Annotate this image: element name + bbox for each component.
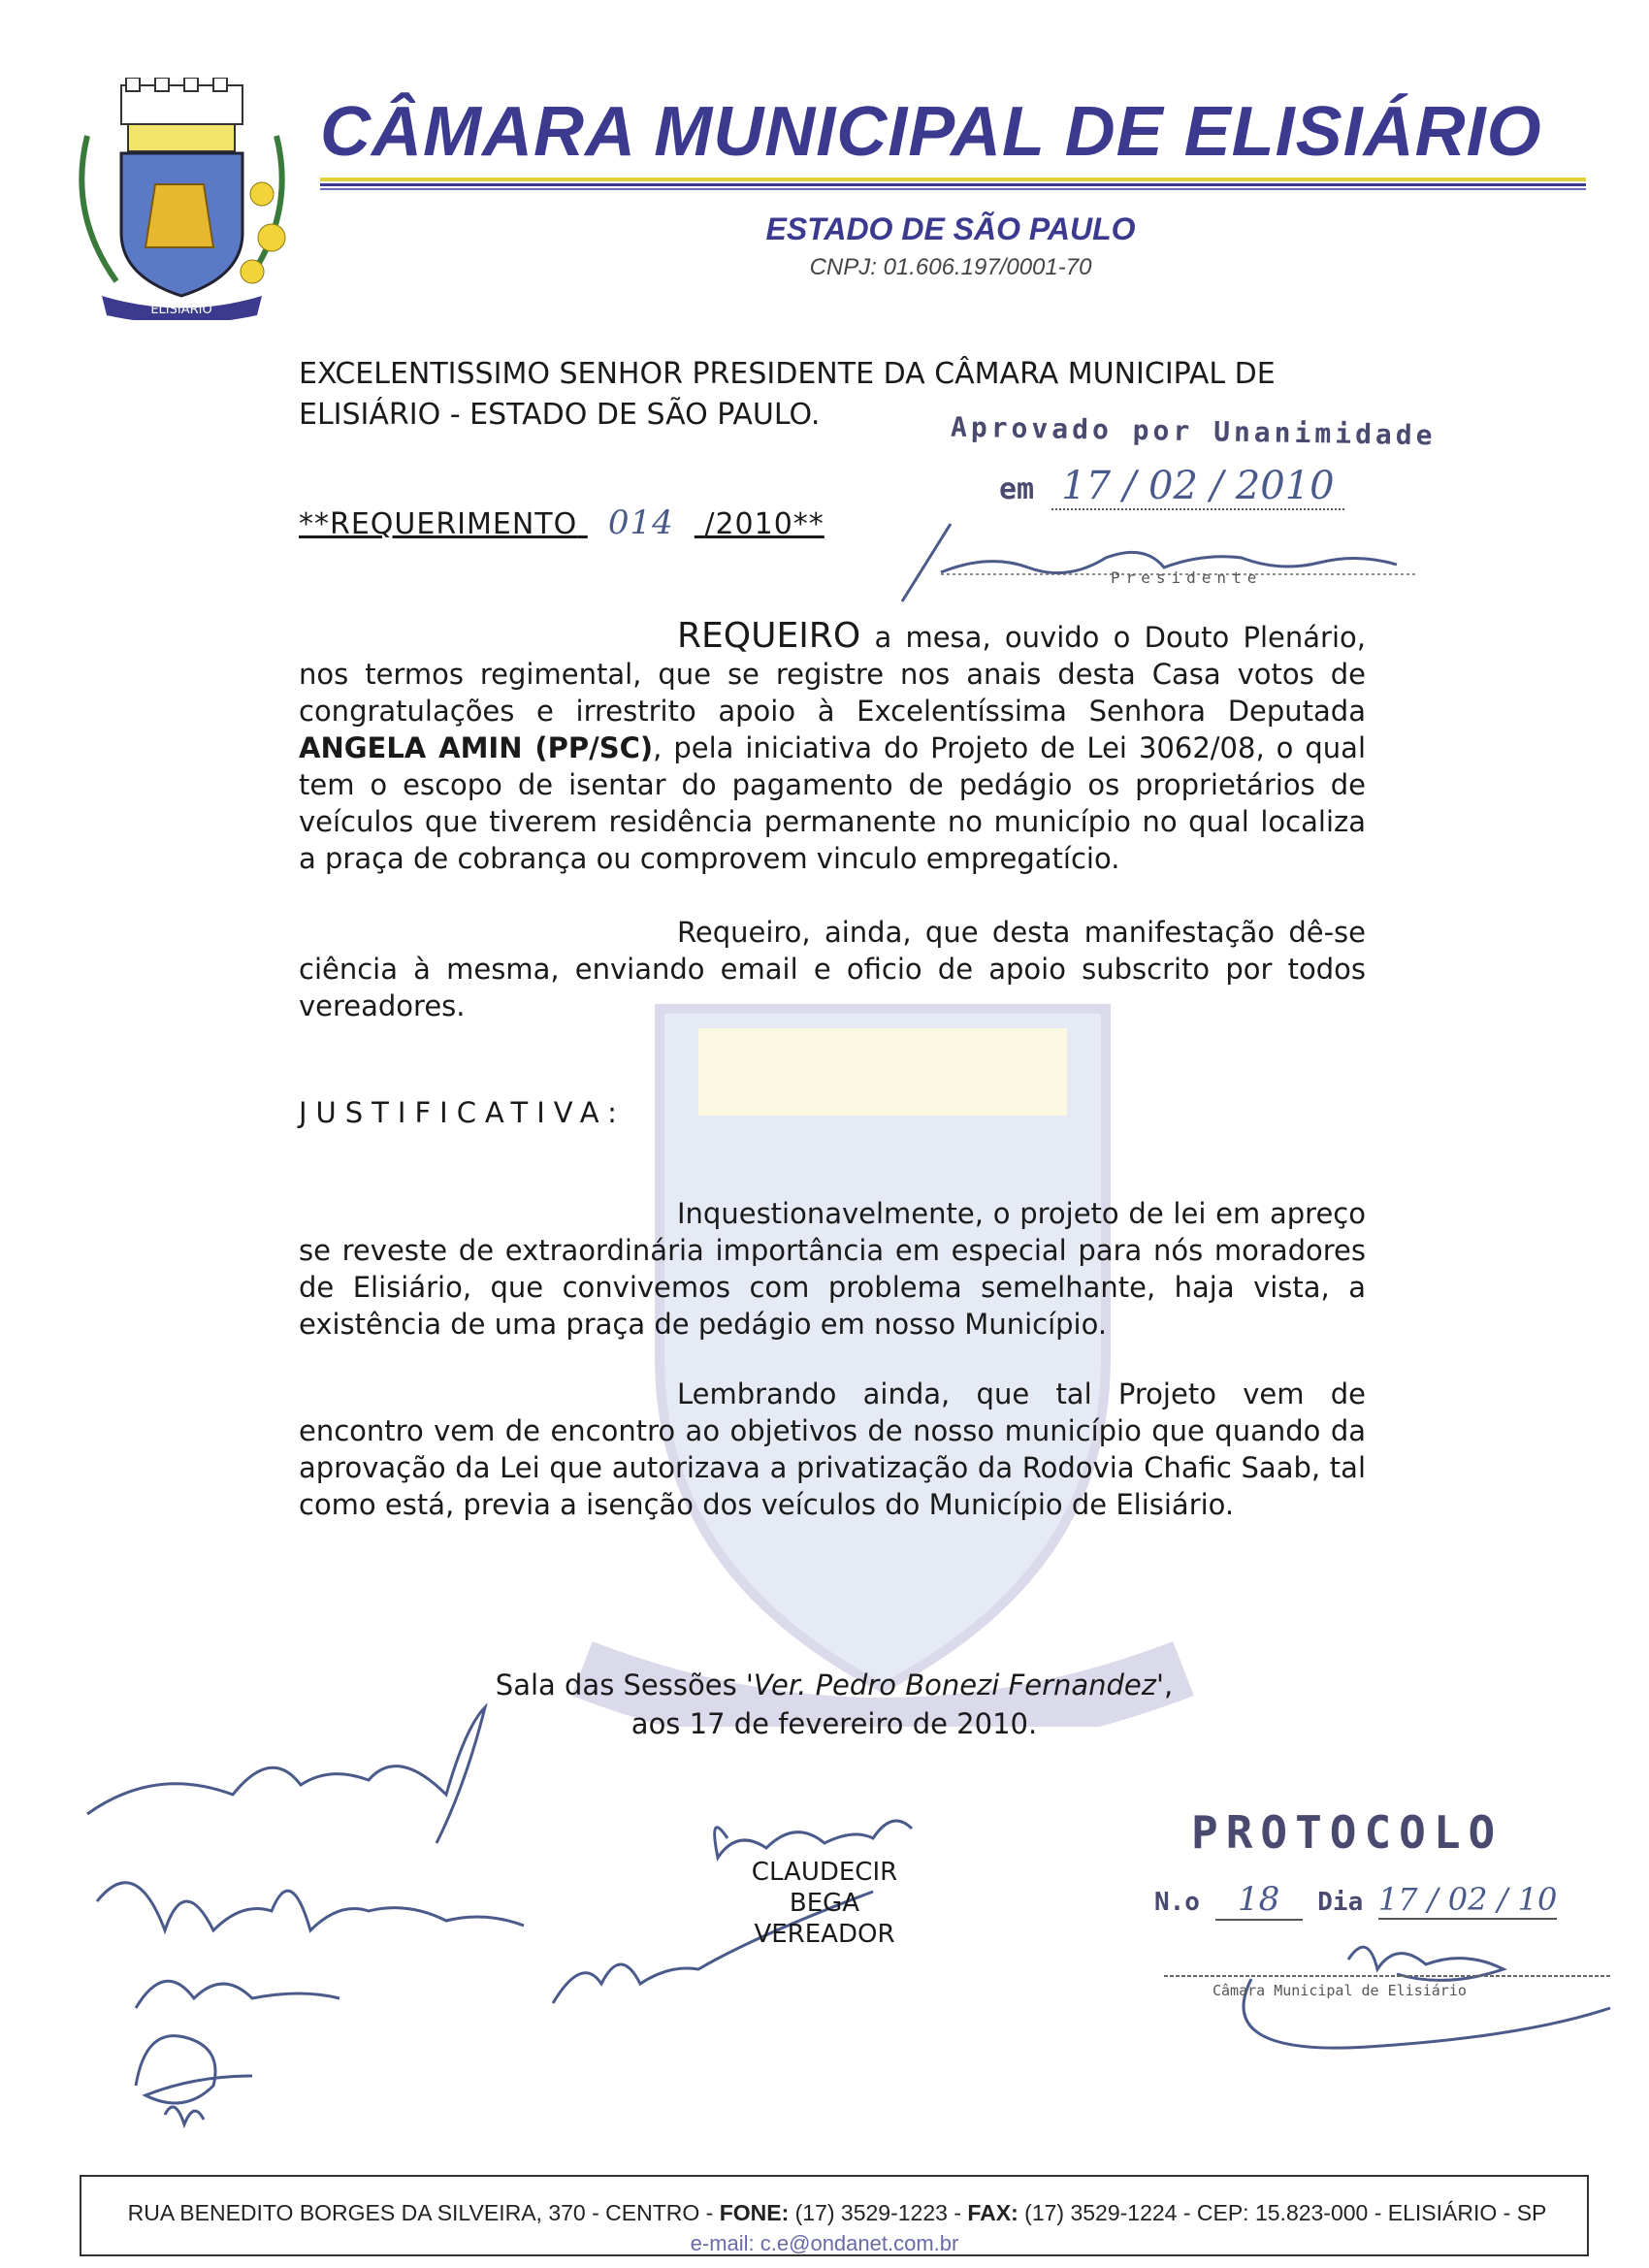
protocol-stamp-title: PROTOCOLO (1191, 1806, 1504, 1859)
approval-handwritten-date: 17 / 02 / 2010 (1051, 464, 1343, 510)
header-rule-yellow (320, 178, 1586, 181)
footer-fone-label: FONE: (719, 2200, 790, 2225)
protocol-stamp-number (1154, 1880, 1557, 1921)
paragraph-justification-2 (299, 1376, 1366, 1523)
signatory-name: CLAUDECIR BEGA (751, 1858, 898, 1918)
requerimento-prefix: **REQUERIMENTO (299, 507, 578, 541)
protocol-no-label: N.o (1154, 1888, 1200, 1917)
councillor-signatures (78, 1707, 621, 2134)
closing-line1-end: ', (1156, 1669, 1174, 1701)
page-title: CÂMARA MUNICIPAL DE ELISIÁRIO (320, 93, 1542, 171)
paragraph-request-end: , pela iniciativa do Projeto de Lei 3062/08, o qual tem o escopo de isentar do pagamento de pedágio os proprietários de veículos que tiverem residência permanente no município no qual localiza a praça de cobrança ou comprovem vinculo empregatício. (299, 731, 1367, 875)
footer-fax-label: FAX: (967, 2200, 1018, 2225)
protocol-number: 18 (1215, 1880, 1303, 1921)
approval-em-label: em (999, 472, 1035, 506)
approval-stamp-date (999, 464, 1344, 508)
closing-session-room: Ver. Pedro Bonezi Fernandez (753, 1669, 1156, 1701)
paragraph-justification-2-text: Lembrando ainda, que tal Projeto vem de encontro vem de encontro ao objetivos de nosso município que quando da aprovação da Lei que autorizava a privatização da Rodovia Chafic Saab, tal como está, previa a isenção dos veículos do Município de Elisiário. (299, 1377, 1366, 1521)
approval-stamp: Aprovado por Unanimidade (950, 410, 1437, 452)
approval-stamp-role: Presidente (1111, 568, 1263, 587)
requerimento-handwritten-number: 014 (607, 503, 674, 542)
paragraph-request (299, 618, 1366, 877)
closing-date: aos 17 de fevereiro de 2010. (630, 1707, 1038, 1740)
deputy-name: ANGELA AMIN (PP/SC) (299, 731, 654, 764)
closing-line1-start: Sala das Sessões ' (495, 1669, 754, 1701)
president-signature (873, 514, 1416, 611)
lead-word: REQUEIRO (677, 616, 861, 656)
protocol-dia-label: Dia (1317, 1888, 1364, 1917)
footer-fone: (17) 3529-1223 - (789, 2200, 968, 2225)
header-rule-blue (320, 183, 1586, 186)
paragraph-request-2-text: Requeiro, ainda, que desta manifestação dê-se ciência à mesma, enviando email e oficio de apoio subscrito por todos vereadores. (299, 916, 1366, 1022)
state-subtitle: ESTADO DE SÃO PAULO (765, 211, 1136, 246)
paragraph-request-start: a mesa, ouvido o Douto Plenário, nos termos regimental, que se registre nos anais desta Casa votos de congratulações e irrestrito apoio à Excelentíssima Senhora Deputada (299, 621, 1366, 728)
footer-fax: (17) 3529-1224 (1018, 2200, 1178, 2225)
paragraph-justification (299, 1195, 1366, 1343)
protocol-date: 17 / 02 / 10 (1377, 1881, 1558, 1918)
requerimento-suffix: /2010** (704, 507, 824, 541)
header-rule-light (320, 188, 1586, 190)
addressee: EXCELENTISSIMO SENHOR PRESIDENTE DA CÂMARA MUNICIPAL DE ELISIÁRIO - ESTADO DE SÃO PAULO. (299, 357, 1276, 432)
signatory-role: VEREADOR (754, 1920, 895, 1949)
footer-address (85, 2200, 1589, 2226)
coat-of-arms-icon (68, 78, 296, 320)
paragraph-request-2 (299, 914, 1366, 1024)
signatory-block (718, 1857, 931, 1950)
paragraph-justification-text: Inquestionavelmente, o projeto de lei em apreço se reveste de extraordinária importância em especial para nós moradores de Elisiário, que convivemos com problema semelhante, haja vista, a existência de uma praça de pedágio em nosso Município. (299, 1197, 1366, 1341)
footer-street: RUA BENEDITO BORGES DA SILVEIRA, 370 - CENTRO - (127, 2200, 720, 2225)
protocol-camara-label: Câmara Municipal de Elisiário (1212, 1982, 1467, 1999)
crest-banner-text: ELISIÁRIO (150, 303, 212, 317)
cnpj: CNPJ: 01.606.197/0001-70 (809, 254, 1092, 280)
justificativa-heading: JUSTIFICATIVA: (299, 1096, 626, 1129)
footer-email[interactable]: e-mail: c.e@ondanet.com.br (690, 2231, 959, 2255)
footer-cep: - CEP: 15.823-000 - ELISIÁRIO - SP (1177, 2200, 1547, 2225)
